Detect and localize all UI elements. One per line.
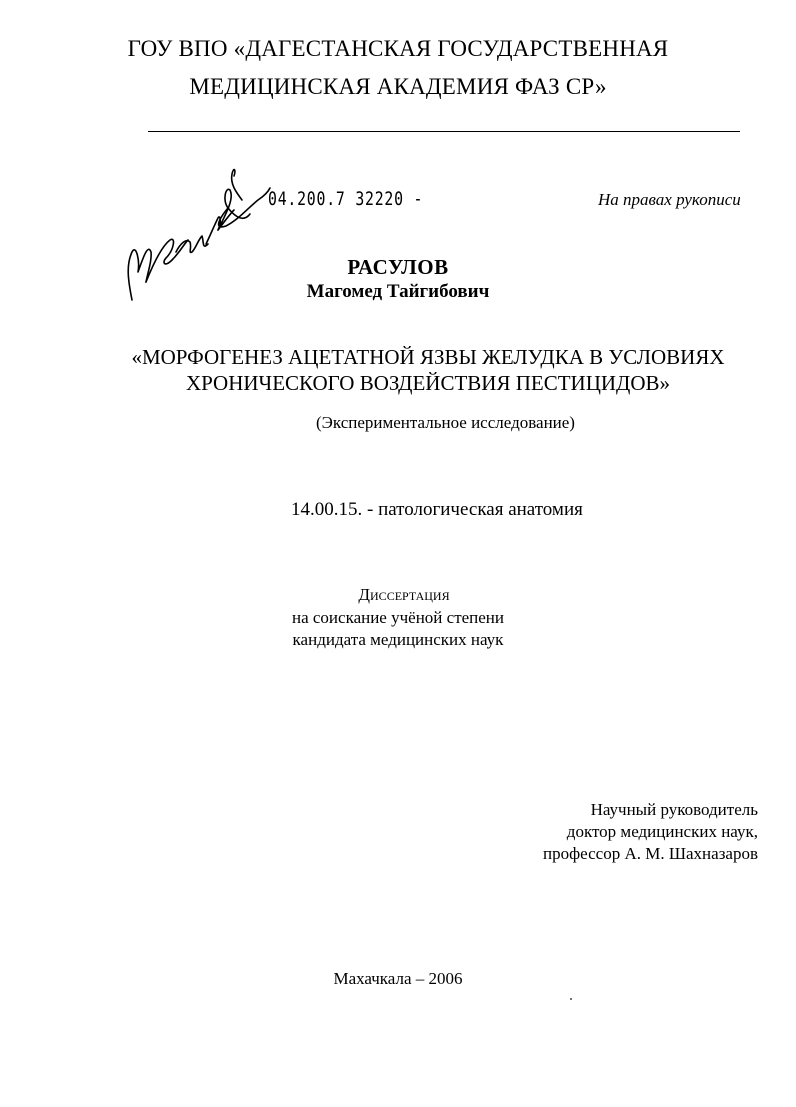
city-year: Махачкала – 2006: [333, 969, 463, 988]
stamp-number: 04.200.7 32220 -: [268, 188, 424, 210]
thesis-title-line-1: «МОРФОГЕНЕЗ АЦЕТАТНОЙ ЯЗВЫ ЖЕЛУДКА В УСЛОВИЯХ: [131, 345, 725, 369]
author-name: Магомед Тайгибович: [306, 281, 490, 302]
dissertation-label: Диссертация: [358, 585, 450, 604]
institution-line-2: МЕДИЦИНСКАЯ АКАДЕМИЯ ФАЗ СР»: [189, 74, 607, 99]
supervisor-name: профессор А. М. Шахназаров: [543, 844, 758, 863]
supervisor-degree: доктор медицинских наук,: [566, 822, 758, 841]
specialty: 14.00.15. - патологическая анатомия: [291, 499, 583, 520]
rights-notice: На правах рукописи: [598, 190, 741, 209]
dissertation-degree-line: на соискание учёной степени: [291, 608, 505, 627]
scan-speck: [570, 998, 572, 1000]
header-divider: [148, 131, 740, 132]
subtitle: (Экспериментальное исследование): [316, 413, 575, 432]
supervisor-role: Научный руководитель: [590, 800, 758, 819]
thesis-title-line-2: ХРОНИЧЕСКОГО ВОЗДЕЙСТВИЯ ПЕСТИЦИДОВ»: [185, 371, 671, 395]
author-surname: РАСУЛОВ: [347, 255, 449, 279]
institution-line-1: ГОУ ВПО «ДАГЕСТАНСКАЯ ГОСУДАРСТВЕННАЯ: [127, 36, 669, 61]
dissertation-field-line: кандидата медицинских наук: [292, 630, 504, 649]
